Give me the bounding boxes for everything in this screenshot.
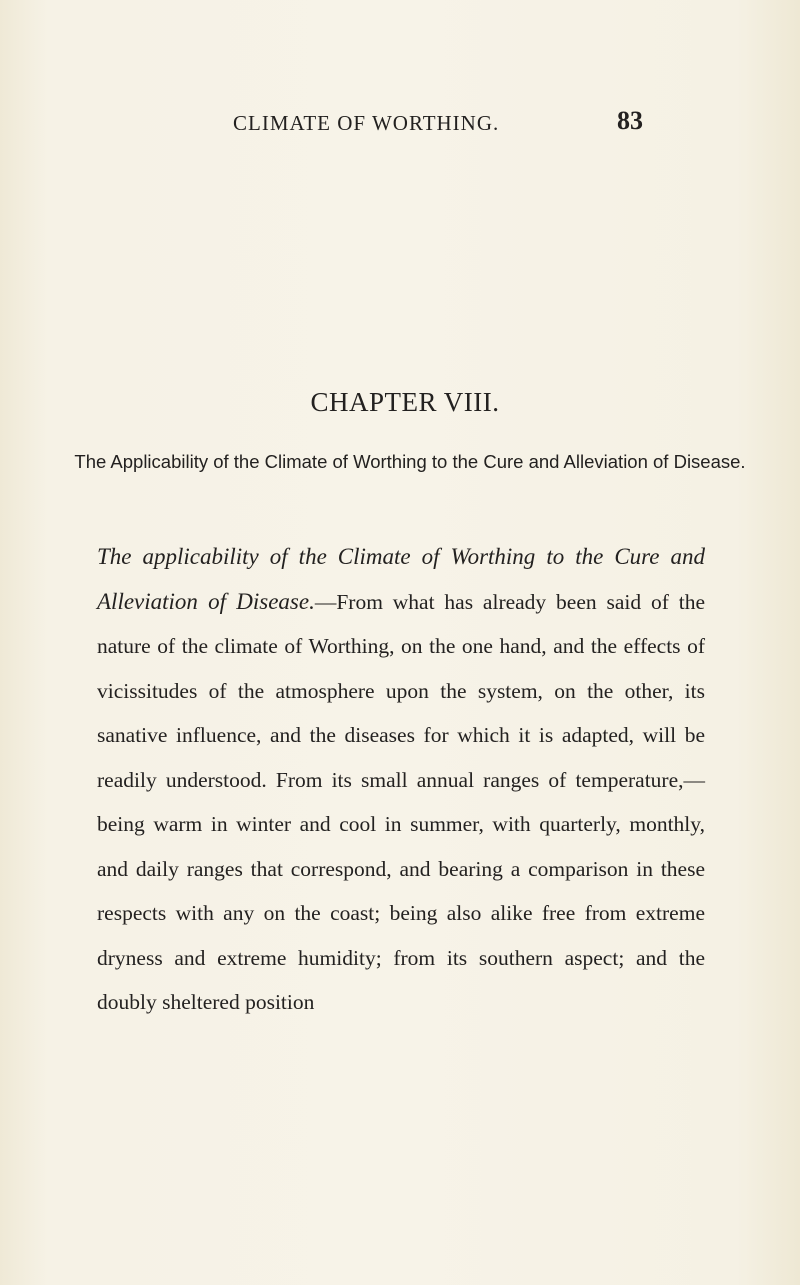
chapter-heading: CHAPTER VIII. bbox=[310, 387, 500, 417]
paragraph-text: —From what has already been said of the nature of the climate of Worthing, on the one hand, and the effects of vicissitudes of the atmosphere upon the system, on the other, its sanative influence, and the diseases for which it is adapted, will be readily understood. From its small annual ranges of temperature,— being warm in winter and cool in summer, with quarterly, monthly, and daily ranges that correspond, and bearing a comparison in these respects with any on the coast; being also alike free from extreme dryness and extreme humidity; from its southern aspect; and the doubly sheltered position bbox=[97, 589, 705, 1014]
chapter-subtitle: The Applicability of the Climate of Worthing to the Cure and Alleviation of Disease. bbox=[74, 451, 746, 472]
running-title: CLIMATE OF WORTHING. bbox=[233, 111, 500, 135]
body-paragraph bbox=[97, 535, 705, 1025]
page-number: 83 bbox=[617, 106, 643, 135]
paragraph-lead-phrase: The applicability of the Climate of Worthing to the Cure and Alleviation of Disease. bbox=[97, 544, 705, 614]
running-head bbox=[0, 106, 800, 141]
